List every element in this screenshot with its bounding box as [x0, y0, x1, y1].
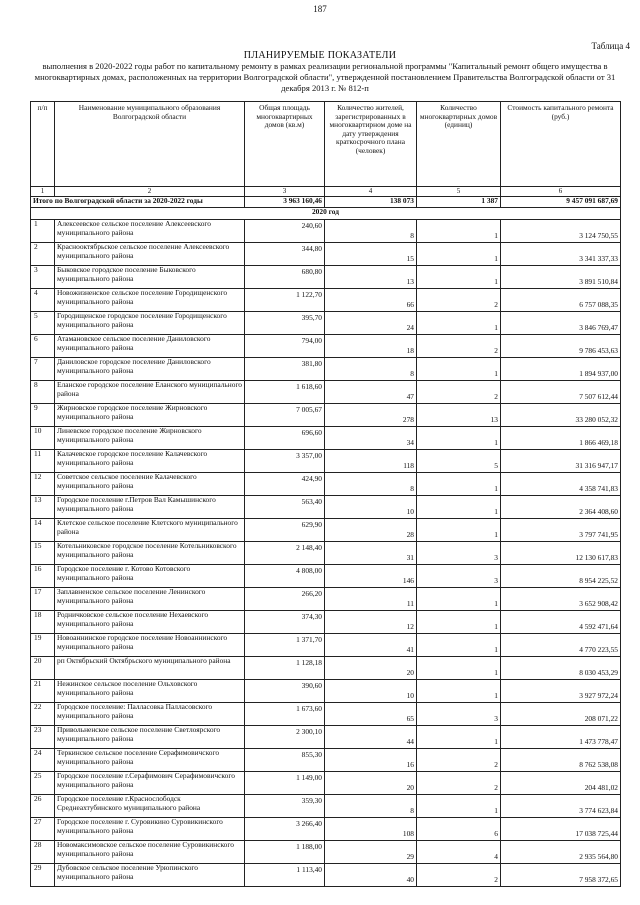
cost-value: 4 592 471,64	[501, 611, 621, 634]
buildings-value: 1	[417, 634, 501, 657]
row-number: 27	[31, 818, 55, 841]
row-number: 28	[31, 841, 55, 864]
column-number: 5	[417, 187, 501, 197]
buildings-value: 1	[417, 611, 501, 634]
buildings-value: 1	[417, 266, 501, 289]
row-number: 4	[31, 289, 55, 312]
residents-value: 15	[325, 243, 417, 266]
municipality-name: Теркинское сельское поселение Серафимовичского муниципального района	[55, 749, 245, 772]
table-row	[31, 657, 621, 680]
table-row	[31, 496, 621, 519]
buildings-value: 1	[417, 496, 501, 519]
row-number: 25	[31, 772, 55, 795]
municipality-name: Калачевское городское поселение Калачевского муниципального района	[55, 450, 245, 473]
municipality-name: Новожизненское сельское поселение Городищенского муниципального района	[55, 289, 245, 312]
row-number: 26	[31, 795, 55, 818]
row-number: 20	[31, 657, 55, 680]
table-row	[31, 427, 621, 450]
header-area: Общая площадь многоквартирных домов (кв.м)	[245, 102, 325, 187]
residents-value: 28	[325, 519, 417, 542]
municipality-name: Привольненское сельское поселение Светлоярского муниципального района	[55, 726, 245, 749]
area-value: 1 673,60	[245, 703, 325, 726]
table-row	[31, 565, 621, 588]
row-number: 10	[31, 427, 55, 450]
area-value: 395,70	[245, 312, 325, 335]
table-row	[31, 358, 621, 381]
municipality-name: Городское поселение г. Суровикино Суровикинского муниципального района	[55, 818, 245, 841]
table-row	[31, 726, 621, 749]
municipality-name: Дубовское сельское поселение Урюпинского муниципального района	[55, 864, 245, 887]
area-value: 3 357,00	[245, 450, 325, 473]
buildings-value: 5	[417, 450, 501, 473]
buildings-value: 3	[417, 703, 501, 726]
municipality-name: Городское поселение г.Серафимович Серафимовичского муниципального района	[55, 772, 245, 795]
residents-value: 278	[325, 404, 417, 427]
residents-value: 34	[325, 427, 417, 450]
residents-value: 16	[325, 749, 417, 772]
area-value: 424,90	[245, 473, 325, 496]
table-row	[31, 703, 621, 726]
cost-value: 2 364 408,60	[501, 496, 621, 519]
row-number: 7	[31, 358, 55, 381]
table-row	[31, 841, 621, 864]
column-number: 1	[31, 187, 55, 197]
buildings-value: 3	[417, 542, 501, 565]
column-number: 3	[245, 187, 325, 197]
row-number: 14	[31, 519, 55, 542]
municipality-name: рп Октябрьский Октябрьского муниципального района	[55, 657, 245, 680]
year-label: 2020 год	[31, 208, 621, 220]
cost-value: 7 958 372,65	[501, 864, 621, 887]
cost-value: 1 866 469,18	[501, 427, 621, 450]
municipality-name: Алексеевское сельское поселение Алексеевского муниципального района	[55, 220, 245, 243]
buildings-value: 2	[417, 749, 501, 772]
cost-value: 1 473 778,47	[501, 726, 621, 749]
table-row	[31, 519, 621, 542]
area-value: 359,30	[245, 795, 325, 818]
table-row	[31, 289, 621, 312]
residents-value: 66	[325, 289, 417, 312]
row-number: 17	[31, 588, 55, 611]
column-number-row	[31, 187, 621, 197]
area-value: 2 148,40	[245, 542, 325, 565]
municipality-name: Быковское городское поселение Быковского муниципального района	[55, 266, 245, 289]
area-value: 2 300,10	[245, 726, 325, 749]
residents-value: 8	[325, 358, 417, 381]
area-value: 1 128,18	[245, 657, 325, 680]
cost-value: 9 786 453,63	[501, 335, 621, 358]
municipality-name: Жирновское городское поселение Жирновского муниципального района	[55, 404, 245, 427]
buildings-value: 6	[417, 818, 501, 841]
table-row	[31, 795, 621, 818]
table-row	[31, 243, 621, 266]
municipality-name: Даниловское городское поселение Даниловского муниципального района	[55, 358, 245, 381]
area-value: 1 188,00	[245, 841, 325, 864]
municipality-name: Заплавненское сельское поселение Ленинского муниципального района	[55, 588, 245, 611]
municipality-name: Еланское городское поселение Еланского муниципального района	[55, 381, 245, 404]
total-residents: 138 073	[325, 197, 417, 208]
buildings-value: 1	[417, 588, 501, 611]
area-value: 1 113,40	[245, 864, 325, 887]
residents-value: 24	[325, 312, 417, 335]
cost-value: 3 797 741,95	[501, 519, 621, 542]
area-value: 266,20	[245, 588, 325, 611]
buildings-value: 1	[417, 680, 501, 703]
table-row	[31, 588, 621, 611]
table-row	[31, 335, 621, 358]
residents-value: 12	[325, 611, 417, 634]
residents-value: 40	[325, 864, 417, 887]
row-number: 21	[31, 680, 55, 703]
row-number: 9	[31, 404, 55, 427]
municipality-name: Городское поселение г.Петров Вал Камышинского муниципального района	[55, 496, 245, 519]
municipality-name: Городищенское городское поселение Городищенского муниципального района	[55, 312, 245, 335]
table-label: Таблица 4	[591, 41, 630, 51]
table-row	[31, 772, 621, 795]
total-buildings: 1 387	[417, 197, 501, 208]
area-value: 240,60	[245, 220, 325, 243]
residents-value: 44	[325, 726, 417, 749]
total-row	[31, 197, 621, 208]
year-row	[31, 208, 621, 220]
residents-value: 118	[325, 450, 417, 473]
row-number: 5	[31, 312, 55, 335]
column-number: 4	[325, 187, 417, 197]
table-row	[31, 864, 621, 887]
residents-value: 31	[325, 542, 417, 565]
residents-value: 8	[325, 220, 417, 243]
municipality-name: Краснооктябрьское сельское поселение Алексеевского муниципального района	[55, 243, 245, 266]
residents-value: 18	[325, 335, 417, 358]
table-row	[31, 473, 621, 496]
cost-value: 4 770 223,55	[501, 634, 621, 657]
area-value: 1 618,60	[245, 381, 325, 404]
cost-value: 3 124 750,55	[501, 220, 621, 243]
municipality-name: Советское сельское поселение Калачевского муниципального района	[55, 473, 245, 496]
buildings-value: 1	[417, 220, 501, 243]
row-number: 8	[31, 381, 55, 404]
residents-value: 20	[325, 657, 417, 680]
buildings-value: 2	[417, 772, 501, 795]
table-row	[31, 312, 621, 335]
row-number: 6	[31, 335, 55, 358]
municipality-name: Котельниковское городское поселение Котельниковского муниципального района	[55, 542, 245, 565]
table-row	[31, 611, 621, 634]
residents-value: 65	[325, 703, 417, 726]
cost-value: 8 762 538,08	[501, 749, 621, 772]
total-area: 3 963 160,46	[245, 197, 325, 208]
residents-value: 108	[325, 818, 417, 841]
cost-value: 204 481,02	[501, 772, 621, 795]
total-label: Итого по Волгоградской области за 2020-2022 годы	[31, 197, 245, 208]
buildings-value: 1	[417, 657, 501, 680]
buildings-value: 1	[417, 519, 501, 542]
row-number: 16	[31, 565, 55, 588]
indicators-table	[30, 101, 621, 887]
area-value: 3 266,40	[245, 818, 325, 841]
row-number: 2	[31, 243, 55, 266]
table-row	[31, 381, 621, 404]
row-number: 3	[31, 266, 55, 289]
residents-value: 41	[325, 634, 417, 657]
document-subtitle: выполнения в 2020-2022 годы работ по капитальному ремонту в рамках реализации региональной программы "Капитальный ремонт общего имущества в многоквартирных домах, расположенных на территории Волгоградской области", утвержденной постановлением Правительства Волгоградской области от 31 декабря 2013 г. № 812-п	[34, 61, 616, 93]
residents-value: 146	[325, 565, 417, 588]
cost-value: 4 358 741,83	[501, 473, 621, 496]
cost-value: 208 071,22	[501, 703, 621, 726]
area-value: 374,30	[245, 611, 325, 634]
area-value: 1 122,70	[245, 289, 325, 312]
row-number: 12	[31, 473, 55, 496]
row-number: 29	[31, 864, 55, 887]
cost-value: 2 935 564,80	[501, 841, 621, 864]
residents-value: 8	[325, 795, 417, 818]
row-number: 18	[31, 611, 55, 634]
municipality-name: Атамановское сельское поселение Даниловского муниципального района	[55, 335, 245, 358]
area-value: 855,30	[245, 749, 325, 772]
header-num: п/п	[31, 102, 55, 187]
residents-value: 8	[325, 473, 417, 496]
residents-value: 10	[325, 496, 417, 519]
buildings-value: 1	[417, 473, 501, 496]
header-name: Наименование муниципального образования Волгоградской области	[55, 102, 245, 187]
header-residents: Количество жителей, зарегистрированных в многоквартирном доме на дату утверждения краткосрочного плана (человек)	[325, 102, 417, 187]
area-value: 696,60	[245, 427, 325, 450]
buildings-value: 2	[417, 864, 501, 887]
area-value: 381,80	[245, 358, 325, 381]
column-number: 2	[55, 187, 245, 197]
buildings-value: 4	[417, 841, 501, 864]
residents-value: 20	[325, 772, 417, 795]
buildings-value: 2	[417, 289, 501, 312]
row-number: 15	[31, 542, 55, 565]
buildings-value: 1	[417, 795, 501, 818]
municipality-name: Нежинское сельское поселение Ольховского муниципального района	[55, 680, 245, 703]
table-row	[31, 634, 621, 657]
column-number: 6	[501, 187, 621, 197]
total-cost: 9 457 091 687,69	[501, 197, 621, 208]
row-number: 11	[31, 450, 55, 473]
residents-value: 11	[325, 588, 417, 611]
table-row	[31, 450, 621, 473]
residents-value: 13	[325, 266, 417, 289]
table-row	[31, 542, 621, 565]
buildings-value: 2	[417, 381, 501, 404]
residents-value: 47	[325, 381, 417, 404]
cost-value: 31 316 947,17	[501, 450, 621, 473]
area-value: 1 149,00	[245, 772, 325, 795]
table-row	[31, 404, 621, 427]
table-row	[31, 749, 621, 772]
area-value: 629,90	[245, 519, 325, 542]
buildings-value: 1	[417, 358, 501, 381]
area-value: 680,80	[245, 266, 325, 289]
area-value: 563,40	[245, 496, 325, 519]
municipality-name: Городское поселение: Палласовка Палласовского муниципального района	[55, 703, 245, 726]
row-number: 1	[31, 220, 55, 243]
buildings-value: 1	[417, 726, 501, 749]
area-value: 794,00	[245, 335, 325, 358]
municipality-name: Новоаннинское городское поселение Новоаннинского муниципального района	[55, 634, 245, 657]
residents-value: 10	[325, 680, 417, 703]
header-cost: Стоимость капитального ремонта (руб.)	[501, 102, 621, 187]
row-number: 23	[31, 726, 55, 749]
cost-value: 6 757 088,35	[501, 289, 621, 312]
cost-value: 3 927 972,24	[501, 680, 621, 703]
municipality-name: Родничковское сельское поселение Нехаевского муниципального района	[55, 611, 245, 634]
area-value: 390,60	[245, 680, 325, 703]
buildings-value: 13	[417, 404, 501, 427]
cost-value: 3 774 623,84	[501, 795, 621, 818]
header-buildings: Количество многоквартирных домов (единиц)	[417, 102, 501, 187]
page-number: 187	[313, 4, 327, 14]
cost-value: 17 038 725,44	[501, 818, 621, 841]
row-number: 22	[31, 703, 55, 726]
buildings-value: 1	[417, 312, 501, 335]
cost-value: 3 846 769,47	[501, 312, 621, 335]
buildings-value: 1	[417, 427, 501, 450]
row-number: 19	[31, 634, 55, 657]
buildings-value: 2	[417, 335, 501, 358]
buildings-value: 1	[417, 243, 501, 266]
cost-value: 7 507 612,44	[501, 381, 621, 404]
municipality-name: Новомаксимовское сельское поселение Суровикинского муниципального района	[55, 841, 245, 864]
cost-value: 8 030 453,29	[501, 657, 621, 680]
table-row	[31, 220, 621, 243]
area-value: 1 371,70	[245, 634, 325, 657]
cost-value: 3 891 510,84	[501, 266, 621, 289]
table-row	[31, 680, 621, 703]
municipality-name: Линевское городское поселение Жирновского муниципального района	[55, 427, 245, 450]
header-row	[31, 102, 621, 187]
cost-value: 1 894 937,00	[501, 358, 621, 381]
residents-value: 29	[325, 841, 417, 864]
municipality-name: Городское поселение г.Краснослободск Среднеахтубинского муниципального района	[55, 795, 245, 818]
cost-value: 3 652 908,42	[501, 588, 621, 611]
area-value: 4 808,00	[245, 565, 325, 588]
buildings-value: 3	[417, 565, 501, 588]
cost-value: 33 280 052,32	[501, 404, 621, 427]
cost-value: 8 954 225,52	[501, 565, 621, 588]
municipality-name: Клетское сельское поселение Клетского муниципального района	[55, 519, 245, 542]
table-row	[31, 266, 621, 289]
document-title: ПЛАНИРУЕМЫЕ ПОКАЗАТЕЛИ	[243, 50, 397, 61]
row-number: 24	[31, 749, 55, 772]
cost-value: 12 130 617,83	[501, 542, 621, 565]
area-value: 344,80	[245, 243, 325, 266]
table-row	[31, 818, 621, 841]
municipality-name: Городское поселение г. Котово Котовского муниципального района	[55, 565, 245, 588]
row-number: 13	[31, 496, 55, 519]
area-value: 7 005,67	[245, 404, 325, 427]
cost-value: 3 341 337,33	[501, 243, 621, 266]
